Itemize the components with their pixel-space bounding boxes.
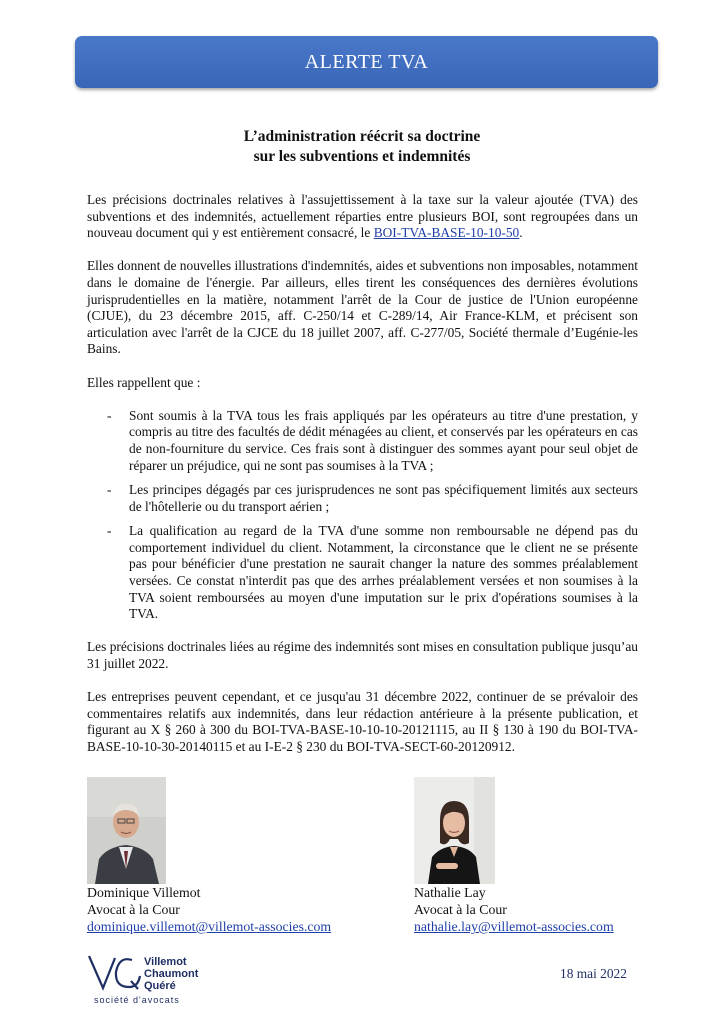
svg-text:Quéré: Quéré xyxy=(144,980,176,992)
list-item xyxy=(87,523,638,623)
bullet-dash: - xyxy=(107,523,112,539)
author-role: Avocat à la Cour xyxy=(87,902,180,917)
author-signature-dominique xyxy=(87,884,331,935)
svg-text:Chaumont: Chaumont xyxy=(144,968,199,980)
article-body xyxy=(87,192,638,772)
bullet-dash: - xyxy=(107,407,112,423)
svg-text:Villemot: Villemot xyxy=(144,956,187,968)
author-name: Nathalie Lay xyxy=(414,885,486,900)
list-item xyxy=(87,482,638,515)
portrait-image xyxy=(414,777,495,884)
intro-end: . xyxy=(519,225,523,241)
firm-logo xyxy=(86,950,216,1008)
author-signature-nathalie xyxy=(414,884,614,935)
portrait-image xyxy=(87,777,166,884)
paragraph-transition: Les entreprises peuvent cependant, et ce jusqu'au 31 décembre 2022, continuer de se prévaloir des commentaires relatifs aux indemnités, dans leur rédaction antérieure à la présente publication, et figurant au X § 260 à 300 du BOI-TVA-BASE-10-10-10-20121115, au II § 130 à 190 du BOI-TVA-BASE-10-10-30-20140115 et au I-E-2 § 230 du BOI-TVA-SECT-60-20120912. xyxy=(87,689,638,754)
paragraph-consultation: Les précisions doctrinales liées au régime des indemnités sont mises en consultation publique jusqu’au 31 juillet 2022. xyxy=(87,639,638,672)
svg-text:société d'avocats: société d'avocats xyxy=(94,995,180,1005)
list-item xyxy=(87,408,638,474)
list-item-text: La qualification au regard de la TVA d'une somme non remboursable ne dépend pas du comportement individuel du client. Notamment, la circonstance que le client ne se présente pas pour bénéficier d'une prestation ne saurait changer la nature des sommes préalablement versées. Ce constat n'interdit pas que des arrhes préalablement versées et non soumises à la TVA soient remboursées au moyen d'une imputation sur le prix d'opérations soumises à la TVA. xyxy=(129,523,638,622)
author-photo-dominique xyxy=(87,777,166,884)
author-email-link[interactable]: dominique.villemot@villemot-associes.com xyxy=(87,919,332,934)
boi-link[interactable]: BOI-TVA-BASE-10-10-50 xyxy=(373,225,520,241)
list-item-text: Les principes dégagés par ces jurisprudences ne sont pas spécifiquement limités aux secteurs de l'hôtellerie ou du transport aérien ; xyxy=(129,482,638,514)
paragraph-illustrations: Elles donnent de nouvelles illustrations d'indemnités, aides et subventions non imposables, notamment dans le domaine de l'énergie. Par ailleurs, elles tirent les conséquences des dernières évolutions jurisprudentielles en la matière, notamment l'arrêt de la Cour de justice de l'Union européenne (CJUE), du 23 décembre 2015, aff. C-250/14 et C-289/14, Air France-KLM, et précisent son articulation avec l'arrêt de la CJCE du 18 juillet 2007, aff. C-277/05, Société thermale d’Eugénie-les Bains. xyxy=(87,258,638,357)
paragraph-intro xyxy=(87,192,638,242)
banner-title: ALERTE TVA xyxy=(304,50,429,73)
list-item-text: Sont soumis à la TVA tous les frais appliqués par les opérateurs au titre d'une prestation, y compris au titre des facultés de dédit ménagées au client, et conservés par les opérateurs en cas de non-fourniture du service. Ces frais sont à distinguer des sommes ayant pour seul objet de réparer un préjudice, qui ne sont pas soumises à la TVA ; xyxy=(129,407,638,473)
intro-text: Les précisions doctrinales relatives à l'assujettissement à la taxe sur la valeur ajoutée (TVA) des subventions et des indemnités, actuellement réparties entre plusieurs BOI, sont regroupées dans un nouveau document qui y est entièrement consacré, le xyxy=(87,192,638,241)
article-title xyxy=(0,127,724,167)
title-line-2: sur les subventions et indemnités xyxy=(253,148,471,165)
author-email-link[interactable]: nathalie.lay@villemot-associes.com xyxy=(414,919,614,934)
publication-date: 18 mai 2022 xyxy=(560,966,627,981)
reminder-list xyxy=(87,408,638,623)
title-line-1: L’administration réécrit sa doctrine xyxy=(243,128,481,145)
bullet-dash: - xyxy=(107,482,112,498)
firm-logo-image xyxy=(86,950,216,1008)
paragraph-reminder: Elles rappellent que : xyxy=(87,374,201,390)
alert-banner xyxy=(75,36,658,88)
author-role: Avocat à la Cour xyxy=(414,902,507,917)
author-photo-nathalie xyxy=(414,777,495,884)
author-name: Dominique Villemot xyxy=(87,885,201,900)
